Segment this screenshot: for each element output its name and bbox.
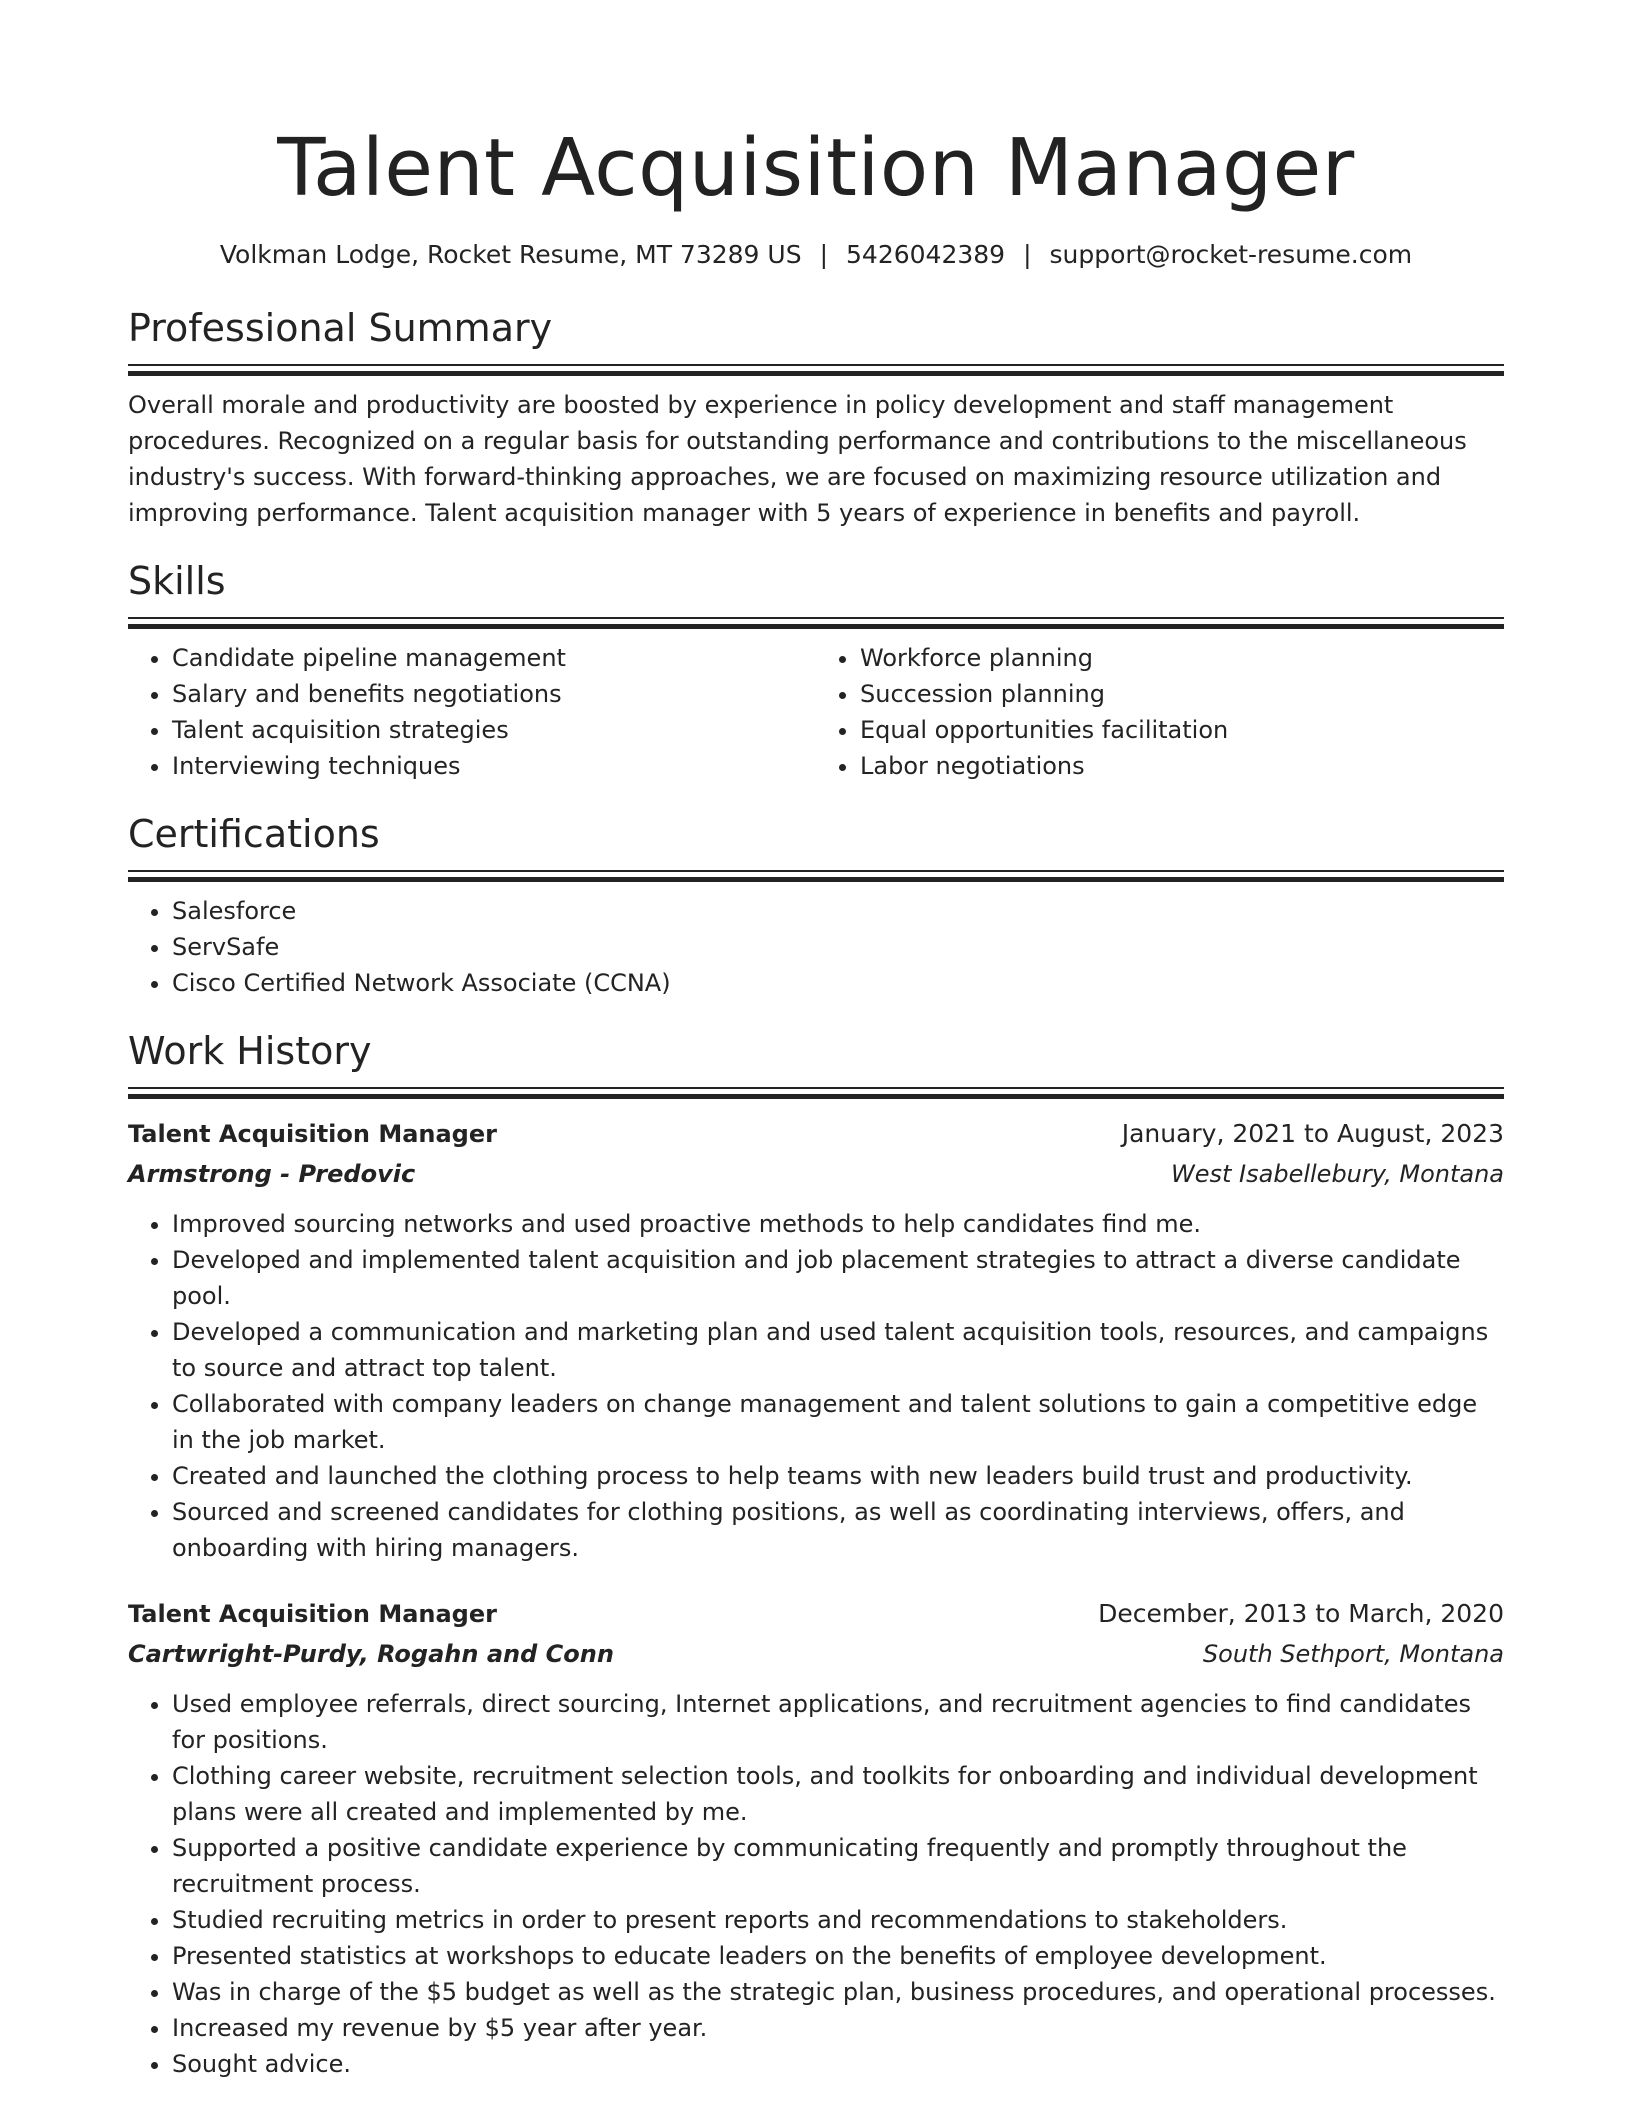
resume-page (128, 0, 1504, 2082)
job-bullet: • Was in charge of the $5 budget as well as the strategic plan, business procedures, and operational processes. (172, 1974, 1504, 2010)
job-bullet-list (128, 1686, 1504, 2082)
skill-item: • Succession planning (860, 676, 1504, 712)
section-divider (128, 870, 1504, 881)
contact-separator: | (1023, 240, 1032, 269)
section-divider (128, 617, 1504, 628)
certification-item: • Salesforce (172, 893, 1504, 929)
skills-list-left (128, 640, 816, 784)
contact-line (128, 240, 1504, 270)
skill-item: • Interviewing techniques (172, 748, 816, 784)
job-bullet: • Increased my revenue by $5 year after year. (172, 2010, 1504, 2046)
certifications-list (128, 893, 1504, 1001)
skill-item: • Labor negotiations (860, 748, 1504, 784)
skill-item: • Equal opportunities facilitation (860, 712, 1504, 748)
job-bullet: • Supported a positive candidate experience by communicating frequently and promptly throughout the recruitment process. (172, 1830, 1504, 1902)
job-bullet: • Sourced and screened candidates for clothing positions, as well as coordinating interviews, offers, and onboarding with hiring managers. (172, 1494, 1504, 1566)
job-subheader (128, 1158, 1504, 1190)
section-title-summary: Professional Summary (128, 306, 553, 350)
summary-text: Overall morale and productivity are boosted by experience in policy development and staff management procedures. Recognized on a regular basis for outstanding performance and contributions to the miscellaneous industry's success. With forward-thinking approaches, we are focused on maximizing resource utilization and improving performance. Talent acquisition manager with 5 years of experience in benefits and payroll. (128, 391, 1467, 527)
job-bullet: • Sought advice. (172, 2046, 1504, 2082)
job-bullet: • Developed a communication and marketing plan and used talent acquisition tools, resources, and campaigns to source and attract top talent. (172, 1314, 1504, 1386)
work-history-section (128, 1029, 1504, 2082)
job-bullet: • Presented statistics at workshops to educate leaders on the benefits of employee development. (172, 1938, 1504, 1974)
job-subheader (128, 1638, 1504, 1670)
summary-section (128, 306, 1504, 531)
job-location: West Isabellebury, Montana (1171, 1160, 1504, 1188)
job-bullet-list (128, 1206, 1504, 1566)
job-title: Talent Acquisition Manager (128, 1120, 497, 1148)
job-dates: January, 2021 to August, 2023 (1121, 1119, 1504, 1148)
skill-item: • Workforce planning (860, 640, 1504, 676)
job-title: Talent Acquisition Manager (128, 1600, 497, 1628)
job-entry (128, 1118, 1504, 1566)
job-bullet: • Created and launched the clothing process to help teams with new leaders build trust and productivity. (172, 1458, 1504, 1494)
section-title-certifications: Certifications (128, 812, 380, 856)
section-divider (128, 364, 1504, 375)
job-bullet: • Clothing career website, recruitment selection tools, and toolkits for onboarding and individual development plans were all created and implemented by me. (172, 1758, 1504, 1830)
job-header (128, 1598, 1504, 1630)
contact-separator: | (819, 240, 829, 269)
section-title-work-history: Work History (128, 1029, 372, 1073)
job-entry (128, 1598, 1504, 2082)
job-company: Cartwright-Purdy, Rogahn and Conn (128, 1640, 614, 1668)
contact-phone: 5426042389 (846, 240, 1006, 269)
job-dates: December, 2013 to March, 2020 (1098, 1599, 1504, 1628)
job-bullet: • Improved sourcing networks and used proactive methods to help candidates find me. (172, 1206, 1504, 1242)
job-header (128, 1118, 1504, 1150)
section-title-skills: Skills (128, 559, 226, 603)
skill-item: • Talent acquisition strategies (172, 712, 816, 748)
job-company: Armstrong - Predovic (128, 1160, 416, 1188)
contact-email: support@rocket-resume.com (1049, 240, 1413, 269)
skills-columns (128, 640, 1504, 784)
candidate-name: Talent Acquisition Manager (277, 122, 1355, 214)
skill-item: • Candidate pipeline management (172, 640, 816, 676)
skills-section (128, 559, 1504, 784)
skill-item: • Salary and benefits negotiations (172, 676, 816, 712)
job-location: South Sethport, Montana (1202, 1640, 1504, 1668)
job-bullet: • Used employee referrals, direct sourcing, Internet applications, and recruitment agencies to find candidates for positions. (172, 1686, 1504, 1758)
skills-list-right (816, 640, 1504, 784)
section-divider (128, 1087, 1504, 1098)
job-bullet: • Developed and implemented talent acquisition and job placement strategies to attract a diverse candidate pool. (172, 1242, 1504, 1314)
contact-address: Volkman Lodge, Rocket Resume, MT 73289 US (219, 240, 802, 269)
job-bullet: • Studied recruiting metrics in order to present reports and recommendations to stakeholders. (172, 1902, 1504, 1938)
certification-item: • Cisco Certified Network Associate (CCNA) (172, 965, 1504, 1001)
certification-item: • ServSafe (172, 929, 1504, 965)
job-bullet: • Collaborated with company leaders on change management and talent solutions to gain a competitive edge in the job market. (172, 1386, 1504, 1458)
certifications-section (128, 812, 1504, 1001)
